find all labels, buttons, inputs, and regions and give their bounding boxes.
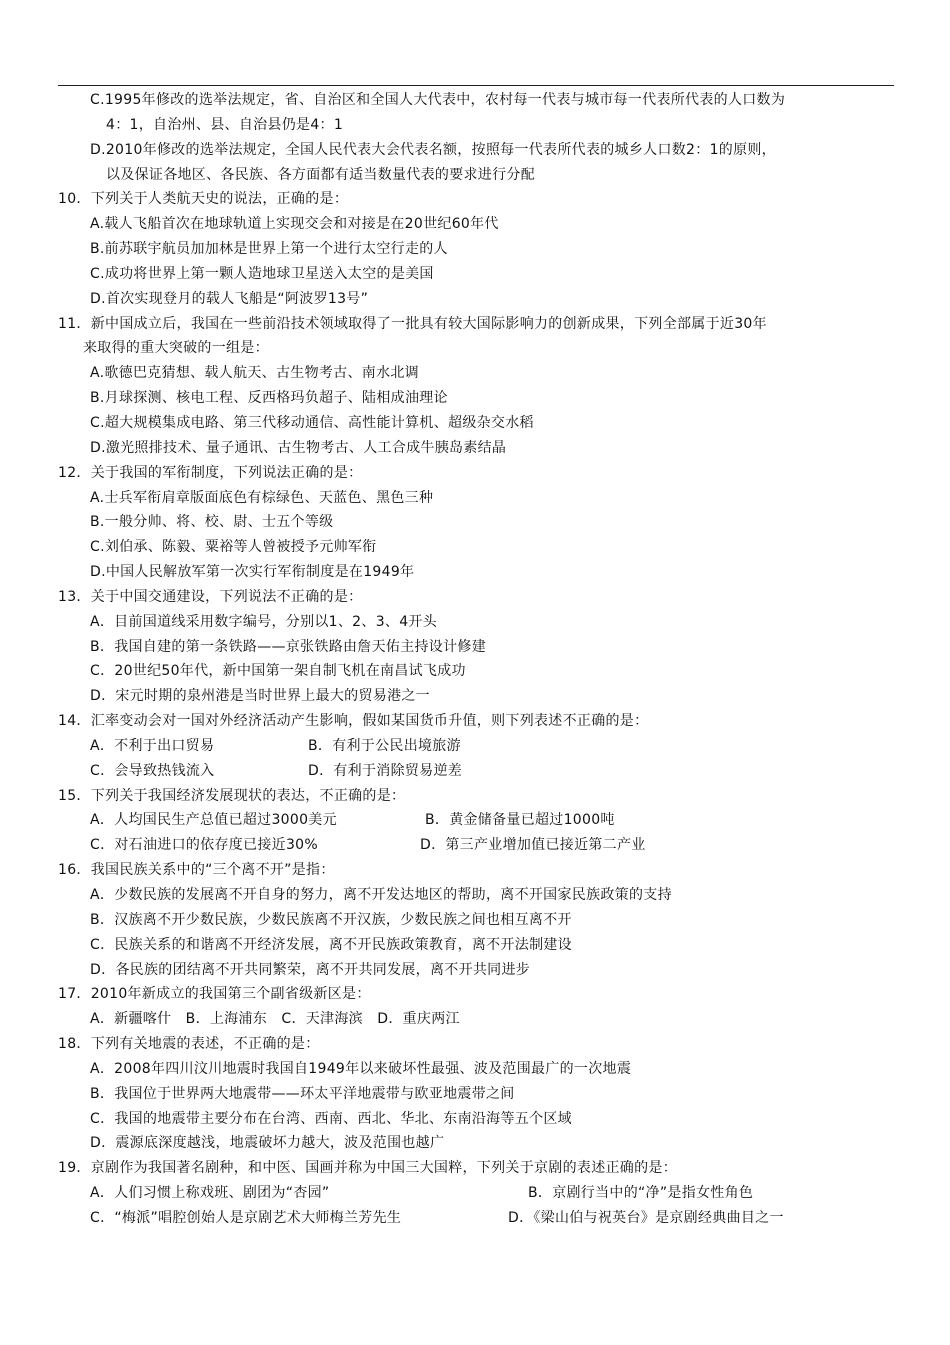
option-continued: 以及保证各地区、各民族、各方面都有适当数量代表的要求进行分配 (106, 166, 535, 183)
answer-option: A.载人飞船首次在地球轨道上实现交会和对接是在20世纪60年代 (90, 216, 499, 233)
answer-option: B．我国位于世界两大地震带——环太平洋地震带与欧亚地震带之间 (90, 1085, 515, 1102)
question-stem: 19．京剧作为我国著名剧种，和中医、国画并称为中国三大国粹，下列关于京剧的表述正确的是： (58, 1160, 678, 1177)
answer-option-right: B．有利于公民出境旅游 (308, 737, 461, 754)
answer-option (58, 808, 898, 833)
answer-option: A．新疆喀什 B．上海浦东 C．天津海滨 D．重庆两江 (90, 1011, 460, 1028)
answer-option: A.歌德巴克猜想、载人航天、古生物考古、南水北调 (90, 365, 419, 382)
answer-option: D．震源底深度越浅，地震破坏力越大，波及范围也越广 (90, 1135, 445, 1152)
option-continued: 4：1，自治州、县、自治县仍是4：1 (106, 116, 344, 133)
answer-option-left: C．会导致热钱流入 (90, 762, 215, 779)
question-stem: 11．新中国成立后，我国在一些前沿技术领域取得了一批具有较大国际影响力的创新成果，下列全部属于近30年 (58, 315, 767, 332)
answer-option-left: C．对石油进口的依存度已接近30% (90, 837, 318, 854)
answer-option (58, 759, 898, 784)
answer-option: D．宋元时期的泉州港是当时世界上最大的贸易港之一 (90, 688, 430, 705)
question-stem: 14．汇率变动会对一国对外经济活动产生影响，假如某国货币升值，则下列表述不正确的是： (58, 713, 649, 730)
answer-option (58, 1206, 898, 1231)
answer-option: C．20世纪50年代，新中国第一架自制飞机在南昌试飞成功 (90, 663, 466, 680)
question-stem: 12．关于我国的军衔制度，下列说法正确的是： (58, 464, 363, 481)
question-stem: 18．下列有关地震的表述，不正确的是： (58, 1036, 320, 1053)
question-stem: 15．下列关于我国经济发展现状的表达，不正确的是： (58, 787, 406, 804)
answer-option: C.1995年修改的选举法规定，省、自治区和全国人大代表中，农村每一代表与城市每一代表所代表的人口数为 (90, 92, 786, 108)
answer-option (58, 1181, 898, 1206)
answer-option: B.一般分帅、将、校、尉、士五个等级 (90, 514, 334, 531)
answer-option-left: A．人均国民生产总值已超过3000美元 (90, 812, 337, 829)
answer-option-left: C．“梅派”唱腔创始人是京剧艺术大师梅兰芳先生 (90, 1209, 402, 1226)
answer-option: B.月球探测、核电工程、反西格玛负超子、陆相成油理论 (90, 390, 448, 407)
answer-option: C.超大规模集成电路、第三代移动通信、高性能计算机、超级杂交水稻 (90, 414, 534, 431)
answer-option: C．民族关系的和谐离不开经济发展，离不开民族政策教育，离不开法制建设 (90, 936, 572, 953)
exam-page-content (58, 88, 898, 1231)
top-rule (58, 85, 894, 86)
answer-option: D．各民族的团结离不开共同繁荣，离不开共同发展，离不开共同进步 (90, 961, 531, 978)
answer-option-right: B．京剧行当中的“净”是指女性角色 (528, 1185, 754, 1202)
answer-option (58, 833, 898, 858)
answer-option: A．目前国道线采用数字编号，分别以1、2、3、4开头 (90, 613, 438, 630)
answer-option-left: A．人们习惯上称戏班、剧团为“杏园” (90, 1185, 330, 1202)
answer-option-right: B．黄金储备量已超过1000吨 (425, 812, 615, 829)
answer-option (58, 734, 898, 759)
answer-option: C.刘伯承、陈毅、粟裕等人曾被授予元帅军衔 (90, 539, 377, 556)
answer-option-right: D．《梁山伯与祝英台》是京剧经典曲目之一 (508, 1209, 784, 1226)
answer-option: D.2010年修改的选举法规定，全国人民代表大会代表名额，按照每一代表所代表的城乡人口数2：1的原则， (90, 141, 776, 158)
question-stem: 17．2010年新成立的我国第三个副省级新区是： (58, 986, 371, 1003)
answer-option-left: A．不利于出口贸易 (90, 737, 215, 754)
question-stem-continued: 来取得的重大突破的一组是： (83, 340, 269, 357)
answer-option: D.首次实现登月的载人飞船是“阿波罗13号” (90, 290, 369, 307)
answer-option: D.中国人民解放军第一次实行军衔制度是在1949年 (90, 564, 415, 581)
answer-option: A．2008年四川汶川地震时我国自1949年以来破坏性最强、波及范围最广的一次地震 (90, 1060, 632, 1077)
question-stem: 13．关于中国交通建设，下列说法不正确的是： (58, 588, 363, 605)
question-stem: 16．我国民族关系中的“三个离不开”是指： (58, 862, 335, 879)
answer-option: A.士兵军衔肩章版面底色有棕绿色、天蓝色、黑色三种 (90, 489, 434, 506)
answer-option: C.成功将世界上第一颗人造地球卫星送入太空的是美国 (90, 265, 434, 282)
answer-option-right: D．有利于消除贸易逆差 (308, 762, 463, 779)
answer-option: D.激光照排技术、量子通讯、古生物考古、人工合成牛胰岛素结晶 (90, 439, 507, 456)
answer-option-right: D．第三产业增加值已接近第二产业 (420, 837, 646, 854)
answer-option: B.前苏联宇航员加加林是世界上第一个进行太空行走的人 (90, 241, 448, 258)
answer-option: C．我国的地震带主要分布在台湾、西南、西北、华北、东南沿海等五个区域 (90, 1110, 572, 1127)
answer-option: A．少数民族的发展离不开自身的努力，离不开发达地区的帮助，离不开国家民族政策的支持 (90, 887, 672, 903)
answer-option: B．我国自建的第一条铁路——京张铁路由詹天佑主持设计修建 (90, 638, 487, 655)
question-stem: 10．下列关于人类航天史的说法，正确的是： (58, 191, 349, 208)
answer-option: B．汉族离不开少数民族，少数民族离不开汉族，少数民族之间也相互离不开 (90, 911, 572, 928)
